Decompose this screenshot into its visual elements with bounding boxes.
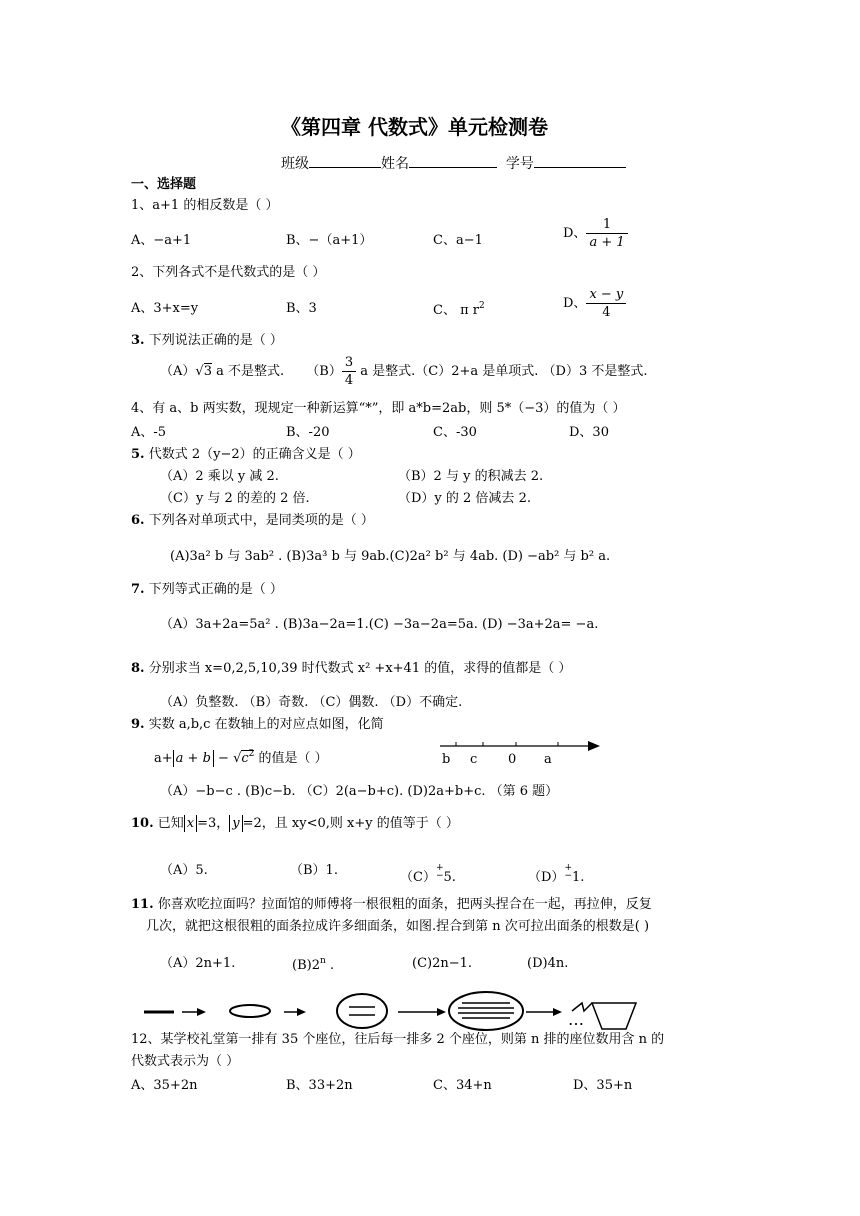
- q10-x: x: [186, 816, 195, 831]
- q9-text: 实数 a,b,c 在数轴上的对应点如图，化简: [144, 717, 384, 732]
- ellipsis-text: …: [568, 1010, 584, 1029]
- q5-option-b: （B）2 与 y 的积减去 2.: [398, 469, 544, 484]
- q11-option-c: (C)2n−1.: [412, 956, 473, 971]
- q10-option-b: （B）1.: [290, 863, 338, 878]
- q4-option-d: D、30: [569, 425, 609, 440]
- q3-a-radicand: 3: [203, 364, 212, 379]
- q2-c-exponent: 2: [478, 301, 485, 311]
- q1-option-d: [563, 218, 628, 249]
- q2-d-denominator: 4: [586, 303, 626, 319]
- q10-d-label: （D）: [528, 870, 565, 885]
- q1-option-c: C、a−1: [433, 233, 483, 248]
- q3-number: 3.: [131, 333, 145, 348]
- q11-text-1: 你喜欢吃拉面吗？拉面馆的师傅将一根很粗的面条，把两头捏合在一起，再拉伸，反复: [153, 897, 652, 912]
- q2-stem: 2、下列各式不是代数式的是（ ）: [131, 265, 326, 280]
- q6-text: 下列各对单项式中，是同类项的是（ ）: [144, 513, 374, 528]
- q10-c-label: （C）: [400, 870, 436, 885]
- q9-expr-tail: 的值是（ ）: [254, 751, 328, 766]
- q1-d-prefix: D、: [563, 226, 587, 241]
- q10-c-value: 5.: [443, 870, 456, 885]
- q9-number: 9.: [131, 717, 145, 732]
- q6-stem: [131, 514, 374, 527]
- name-label: 姓名: [381, 156, 409, 172]
- abs-y: [229, 815, 242, 832]
- q7-options: （A）3a+2a=5a² . (B)3a−2a=1.(C) −3a−2a=5a. (D) −3a+2a= −a.: [160, 617, 599, 632]
- axis-label-c: c: [470, 752, 478, 767]
- q10-text-2: =3，: [197, 816, 230, 831]
- class-blank: [309, 154, 381, 168]
- q11-stem-line2: 几次，就把这根很粗的面条拉成许多细面条，如图.捏合到第 n 次可拉出面条的根数是( ): [146, 919, 650, 934]
- q1-d-numerator: 1: [602, 217, 612, 232]
- page-title: 《第四章 代数式》单元检测卷: [281, 115, 548, 139]
- q10-y: y: [232, 816, 240, 831]
- q9-expr-a: a+: [154, 751, 173, 766]
- q9-expression: [154, 750, 328, 765]
- q3-b-numerator: 3: [344, 355, 354, 370]
- q12-option-d: D、35+n: [573, 1078, 633, 1093]
- q12-stem-line1: 12、某学校礼堂第一排有 35 个座位，往后每一排多 2 个座位，则第 n 排的座位数用含 n 的: [131, 1032, 665, 1047]
- q1-option-a: A、−a+1: [131, 233, 192, 248]
- class-label: 班级: [281, 156, 309, 172]
- q9-expr-minus: −: [213, 751, 234, 766]
- plus-minus-sign: + −: [564, 863, 572, 881]
- q3-b-text: a 是整式.（C）2+a 是单项式. （D）3 不是整式.: [356, 364, 648, 379]
- q11-option-d: (D)4n.: [527, 956, 569, 971]
- q3-options: [160, 356, 647, 387]
- q4-option-a: A、-5: [131, 425, 167, 440]
- q9-expr-ab: a + b: [175, 751, 211, 766]
- student-info-line: [281, 154, 626, 171]
- abs-x: [184, 815, 197, 832]
- q2-option-d: [563, 288, 626, 319]
- section-heading: 一、选择题: [131, 177, 197, 192]
- q10-d-value: 1.: [571, 870, 585, 885]
- q5-option-a: （A）2 乘以 y 减 2.: [160, 469, 279, 484]
- abs-bars: [173, 750, 214, 767]
- sqrt-symbol: $√c^2$: [233, 749, 255, 766]
- q9-expr-c-exponent: 2: [248, 749, 255, 759]
- q5-option-c: （C）y 与 2 的差的 2 倍.: [160, 491, 310, 506]
- plus-minus-sign: + −: [435, 863, 444, 881]
- q12-option-a: A、35+2n: [131, 1078, 198, 1093]
- q2-d-fraction: [586, 288, 626, 319]
- q5-option-d: （D）y 的 2 倍减去 2.: [398, 491, 531, 506]
- q5-number: 5.: [131, 447, 145, 462]
- q10-text-3: =2，且 xy<0,则 x+y 的值等于（ ）: [242, 816, 459, 831]
- q3-b-fraction: [342, 356, 356, 387]
- q11-b-tail: .: [325, 958, 335, 973]
- q1-option-b: B、−（a+1）: [286, 233, 373, 248]
- axis-label-0: 0: [508, 752, 517, 767]
- q5-stem: [131, 448, 361, 461]
- name-blank: [409, 154, 497, 168]
- q12-option-c: C、34+n: [433, 1078, 492, 1093]
- q10-option-c: [400, 864, 456, 884]
- q11-b-text: (B)2: [292, 958, 320, 973]
- axis-label-a: a: [544, 752, 552, 767]
- id-blank: [534, 154, 626, 168]
- q8-text: 分别求当 x=0,2,5,10,39 时代数式 x² +x+41 的值，求得的值都是（ ）: [144, 661, 572, 676]
- q4-option-c: C、-30: [433, 425, 477, 440]
- axis-label-b: b: [442, 752, 451, 767]
- q6-options: (A)3a² b 与 3ab² . (B)3a³ b 与 9ab.(C)2a² b² 与 4ab. (D) −ab² 与 b² a.: [170, 549, 611, 564]
- q2-d-numerator: x − y: [589, 287, 624, 302]
- q4-stem: 4、有 a、b 两实数，现规定一种新运算“*”，即 a*b=2ab，则 5*（−3）的值为（ ）: [131, 401, 626, 416]
- q1-stem: 1、a+1 的相反数是（ ）: [131, 198, 279, 213]
- q3-a-label: （A）: [160, 364, 196, 379]
- q11-b-exponent: n: [319, 956, 326, 966]
- noodle-diagram: [140, 987, 660, 1037]
- q3-stem: [131, 334, 283, 347]
- q5-text: 代数式 2（y−2）的正确含义是（ ）: [144, 447, 361, 462]
- q6-number: 6.: [131, 513, 145, 528]
- q2-c-text: C、 π r: [433, 303, 479, 318]
- q12-stem-line2: 代数式表示为（ ）: [131, 1054, 240, 1069]
- q11-stem-line1: [131, 898, 652, 911]
- q9-options: （A）−b−c . (B)c−b. （C）2(a−b+c). (D)2a+b+c. （第 6 题）: [160, 784, 559, 799]
- q11-number: 11.: [131, 897, 154, 912]
- q7-number: 7.: [131, 582, 145, 597]
- q2-option-b: B、3: [286, 301, 317, 316]
- q8-options: （A）负整数. （B）奇数. （C）偶数. （D）不确定.: [160, 695, 463, 710]
- q9-stem: [131, 718, 384, 731]
- q7-text: 下列等式正确的是（ ）: [144, 582, 283, 597]
- q8-stem: [131, 662, 571, 675]
- q2-option-a: A、3+x=y: [131, 301, 199, 316]
- q10-option-d: [528, 864, 584, 884]
- q2-option-c: [433, 302, 485, 317]
- q7-stem: [131, 583, 283, 596]
- q10-stem: [131, 817, 459, 830]
- q3-b-denominator: 4: [342, 371, 356, 387]
- q8-number: 8.: [131, 661, 145, 676]
- q3-b-label: （B）: [306, 364, 342, 379]
- q9-expr-c: c: [241, 751, 249, 766]
- q1-d-denominator: a + 1: [586, 233, 627, 249]
- q10-number: 10.: [131, 816, 154, 831]
- q10-option-a: （A）5.: [160, 863, 208, 878]
- number-line: [436, 736, 606, 772]
- q11-option-b: [292, 957, 334, 972]
- q10-text-1: 已知: [153, 816, 184, 831]
- q11-option-a: （A）2n+1.: [160, 956, 236, 971]
- q1-d-fraction: [586, 218, 627, 249]
- sqrt-symbol: √3: [195, 364, 212, 379]
- q4-option-b: B、-20: [286, 425, 330, 440]
- id-label: 学号: [505, 156, 534, 172]
- q3-a-text: a 不是整式.: [211, 364, 285, 379]
- q2-d-prefix: D、: [563, 296, 587, 311]
- q12-option-b: B、33+2n: [286, 1078, 353, 1093]
- q3-text: 下列说法正确的是（ ）: [144, 333, 283, 348]
